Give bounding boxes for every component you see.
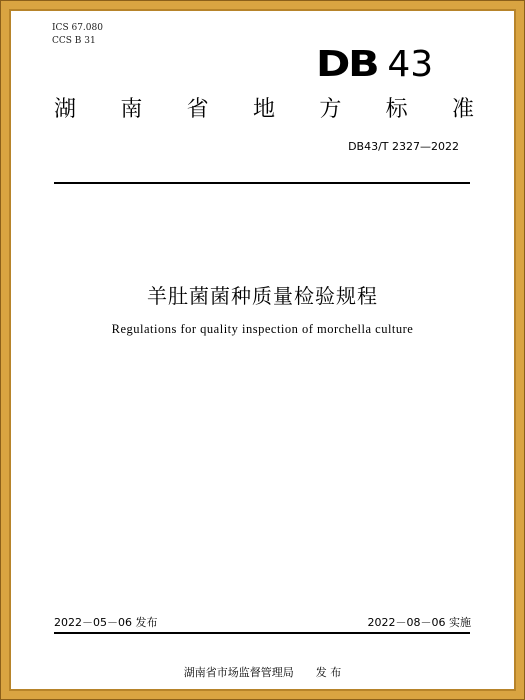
standard-type-char: 南 [120,97,143,122]
header-divider [54,182,470,184]
publisher-line [0,664,525,680]
db-logo-prefix: DB [316,44,378,85]
ics-code: ICS 67.080 [52,23,103,33]
document-title-en: Regulations for quality inspection of morchella culture [111,322,414,336]
standard-type-char: 湖 [54,97,77,122]
standard-type [54,92,474,123]
standard-type-char: 地 [252,97,275,122]
publisher-name: 湖南省市场监督管理局 [183,666,294,679]
issue-date: 2022－05－06 发布 [54,616,158,629]
implementation-date: 2022－08－06 实施 [367,616,471,629]
standard-type-char: 标 [385,97,408,122]
ccs-code: CCS B 31 [52,36,96,46]
db-logo [316,44,433,85]
standard-code: DB43/T 2327—2022 [348,140,459,153]
standard-type-char: 方 [319,97,342,122]
standard-type-char: 省 [186,97,209,122]
db-logo-number: 43 [387,44,434,85]
publish-action: 发 布 [315,666,342,679]
standard-type-char: 准 [451,97,474,122]
footer-divider [54,632,470,634]
document-title-cn: 羊肚菌菌种质量检验规程 [147,284,378,308]
classification-codes [52,22,103,48]
